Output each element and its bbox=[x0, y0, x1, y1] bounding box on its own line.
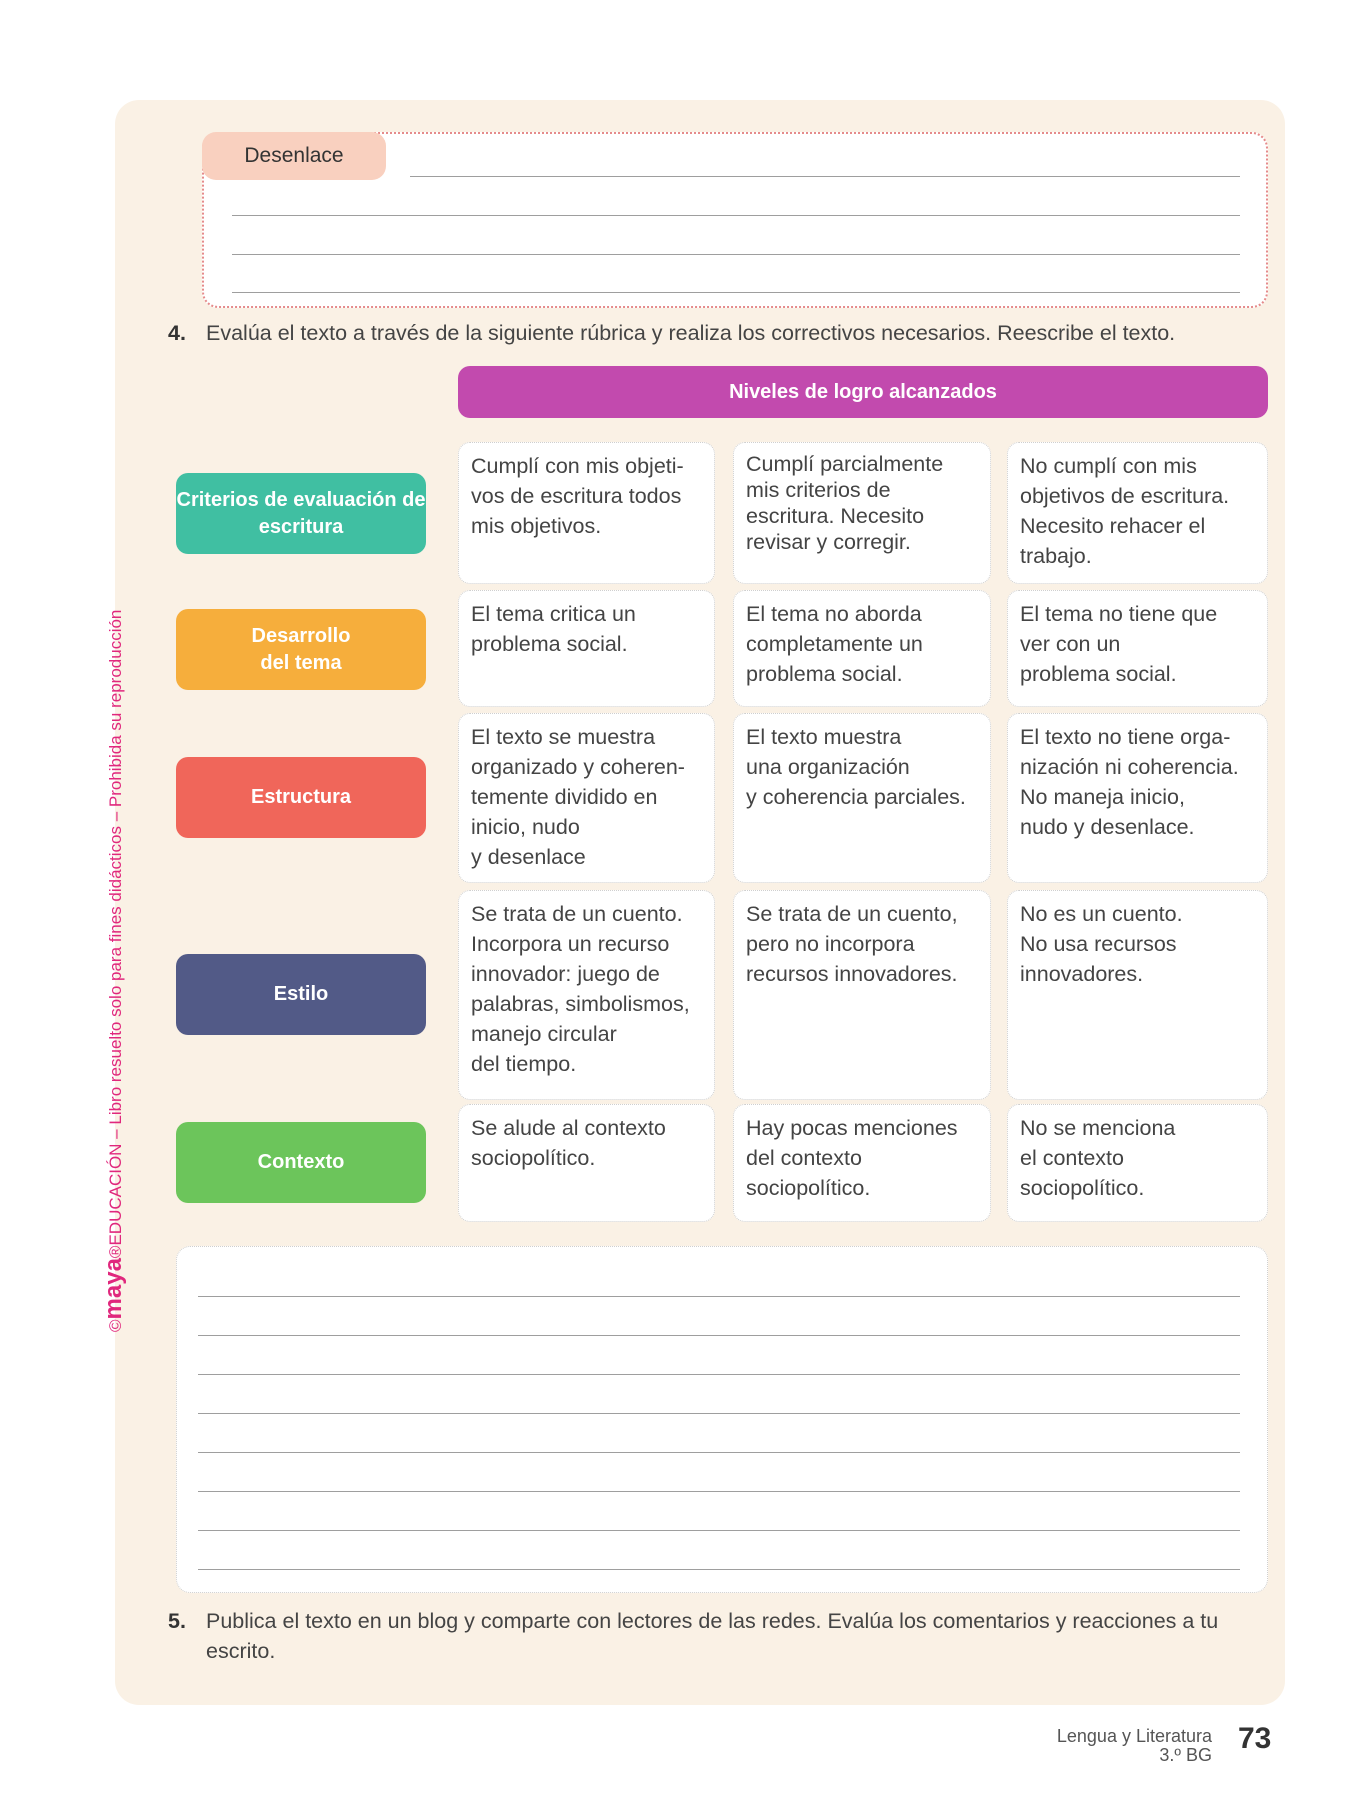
criterion-label: Desarrollo del tema bbox=[176, 609, 426, 690]
question-number: 4. bbox=[168, 321, 186, 345]
rubric-cell: No es un cuento. No usa recursos innovadores. bbox=[1007, 890, 1268, 1100]
rubric-cell: Se trata de un cuento, pero no incorpora recursos innovadores. bbox=[733, 890, 991, 1100]
rubric-cell: El texto muestra una organización y coherencia parciales. bbox=[733, 713, 991, 883]
writing-line bbox=[198, 1374, 1240, 1375]
rubric-cell: El tema no aborda completamente un problema social. bbox=[733, 590, 991, 707]
question-number: 5. bbox=[168, 1609, 186, 1633]
grade-label: 3.º BG bbox=[1159, 1745, 1212, 1765]
question-text: Publica el texto en un blog y comparte con lectores de las redes. Evalúa los comentarios y reacciones a tu escrito. bbox=[206, 1609, 1219, 1663]
writing-line bbox=[232, 292, 1240, 293]
writing-line bbox=[198, 1491, 1240, 1492]
copyright-notice bbox=[100, 610, 128, 1332]
question-text: Evalúa el texto a través de la siguiente rúbrica y realiza los correctivos necesarios. Reescribe el texto. bbox=[206, 321, 1176, 345]
rubric-cell: Se alude al contexto sociopolítico. bbox=[458, 1104, 715, 1222]
criterion-label: Contexto bbox=[176, 1122, 426, 1203]
question-5 bbox=[168, 1606, 1268, 1666]
publisher-logo: maya bbox=[100, 1258, 127, 1320]
rubric-cell: Hay pocas menciones del contexto sociopolítico. bbox=[733, 1104, 991, 1222]
writing-line bbox=[232, 215, 1240, 216]
registered-symbol: ® bbox=[106, 1245, 125, 1259]
rubric-cell: Se trata de un cuento. Incorpora un recurso innovador: juego de palabras, simbolismos, manejo circular del tiempo. bbox=[458, 890, 715, 1100]
copyright-text: EDUCACIÓN – Libro resuelto solo para fines didácticos – Prohibida su reproducción bbox=[106, 609, 125, 1246]
writing-line bbox=[232, 254, 1240, 255]
writing-line bbox=[198, 1335, 1240, 1336]
criterion-label: Criterios de evaluación de escritura bbox=[176, 473, 426, 554]
copyright-symbol: © bbox=[106, 1319, 125, 1332]
writing-line bbox=[198, 1452, 1240, 1453]
subject-name: Lengua y Literatura bbox=[1056, 1726, 1212, 1746]
rubric-cell: No cumplí con mis objetivos de escritura. Necesito rehacer el trabajo. bbox=[1007, 442, 1268, 584]
footer-subject bbox=[1057, 1727, 1212, 1765]
writing-line bbox=[410, 176, 1240, 177]
rubric-cell: No se menciona el contexto sociopolítico. bbox=[1007, 1104, 1268, 1222]
writing-line bbox=[198, 1569, 1240, 1570]
criterion-label: Estructura bbox=[176, 757, 426, 838]
rubric-cell: Cumplí parcialmente mis criterios de escritura. Necesito revisar y corregir. bbox=[733, 442, 991, 584]
rubric-cell: El texto se muestra organizado y coheren- temente dividido en inicio, nudo y desenlace bbox=[458, 713, 715, 883]
writing-line bbox=[198, 1530, 1240, 1531]
rewrite-text-box[interactable] bbox=[176, 1246, 1268, 1593]
page-number: 73 bbox=[1238, 1722, 1272, 1755]
rubric-cell: El tema no tiene que ver con un problema social. bbox=[1007, 590, 1268, 707]
levels-header: Niveles de logro alcanzados bbox=[458, 366, 1268, 418]
rubric-cell: El tema critica un problema social. bbox=[458, 590, 715, 707]
writing-line bbox=[198, 1296, 1240, 1297]
desenlace-label: Desenlace bbox=[202, 132, 386, 180]
rubric-cell: Cumplí con mis objeti- vos de escritura todos mis objetivos. bbox=[458, 442, 715, 584]
writing-line bbox=[198, 1413, 1240, 1414]
rubric-cell: El texto no tiene orga- nización ni coherencia. No maneja inicio, nudo y desenlace. bbox=[1007, 713, 1268, 883]
criterion-label: Estilo bbox=[176, 954, 426, 1035]
question-4 bbox=[168, 318, 1268, 348]
